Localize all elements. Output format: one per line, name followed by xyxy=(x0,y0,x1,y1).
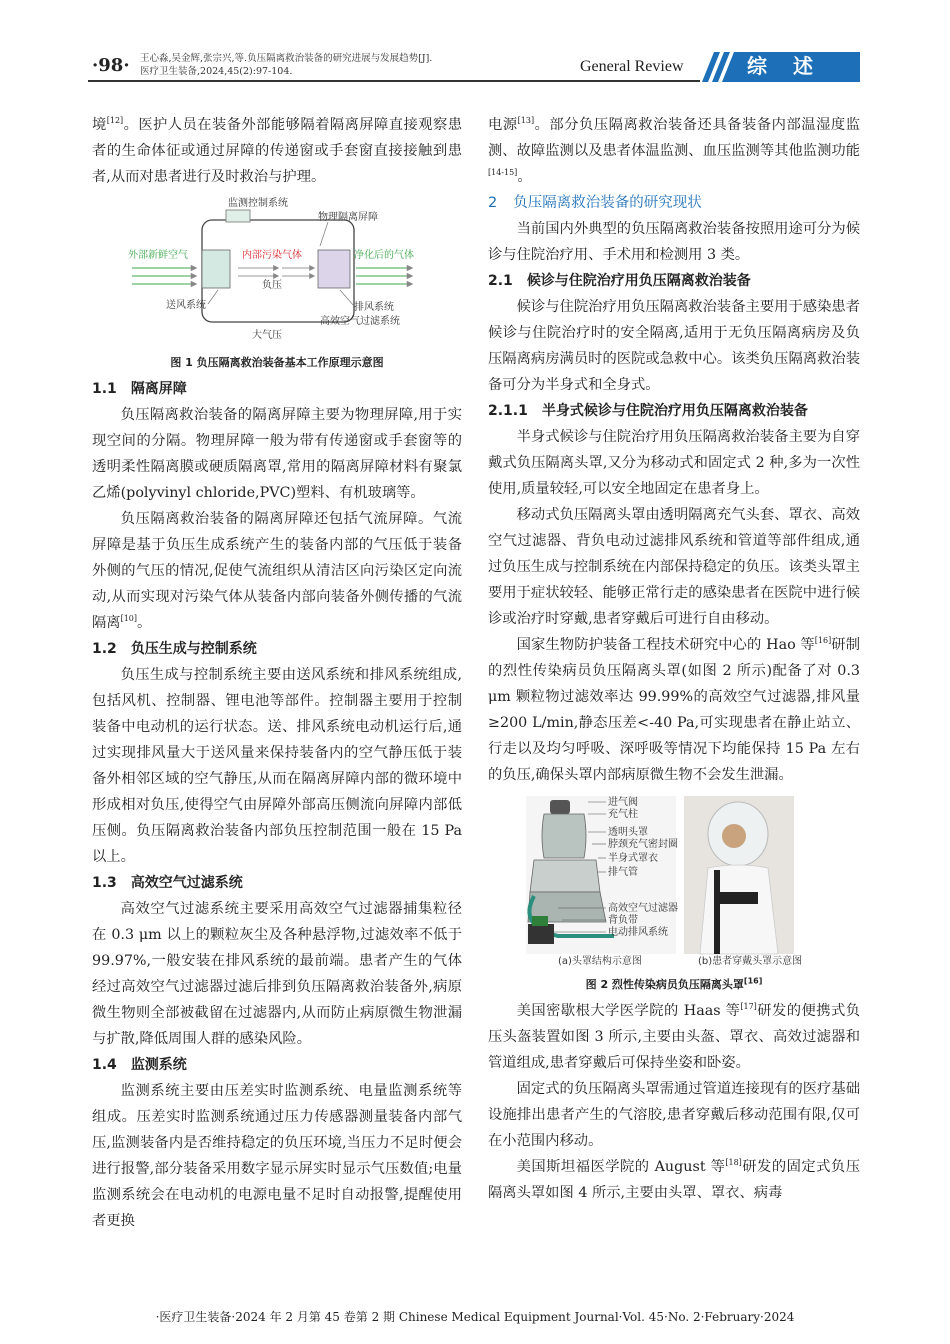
label-negative: 负压 xyxy=(262,280,282,291)
fig2-subcaption-a: (a)头罩结构示意图 xyxy=(558,956,642,967)
paragraph: 固定式的负压隔离头罩需通过管道连接现有的医疗基础设施排出患者产生的气溶胶,患者穿戴后移动范围有限,仅可在小范围内移动。 xyxy=(488,1081,860,1149)
fig2-label: 电动排风系统 xyxy=(608,927,668,938)
paragraph: 美国斯坦福医学院的 August 等[18]研发的固定式负压隔离头罩如图 4 所示,主要由头罩、罩衣、病毒 xyxy=(488,1158,860,1201)
paragraph: 境[12]。医护人员在装备外部能够隔着隔离屏障直接观察患者的生命体征或通过屏障的传递窗或手套窗直接接触到患者,从而对患者进行及时救治与护理。 xyxy=(92,116,462,185)
section-heading-2-1-1: 2.1.1 半身式候诊与住院治疗用负压隔离救治装备 xyxy=(488,403,808,419)
label-supply: 送风系统 xyxy=(166,300,206,311)
left-column xyxy=(92,112,462,1234)
citation-line-1: 王心淼,吴金辉,张宗兴,等.负压隔离救治装备的研究进展与发展趋势[J]. xyxy=(140,53,433,64)
header-rule xyxy=(88,80,700,82)
section-name-cn: 综述 xyxy=(747,54,839,78)
citation xyxy=(140,52,520,78)
paragraph: 国家生物防护装备工程技术研究中心的 Hao 等[16]研制的烈性传染病员负压隔离头罩(如图 2 所示)配备了对 0.3 μm 颗粒物过滤效率达 99.99%的高效空气过滤器,排风量≥200 L/min,静态压差<-40 Pa,可实现患者在静止站立、行走以及均匀呼吸、深呼吸等情况下均能保持 15 Pa 左右的负压,确保头罩内部病原微生物不会发生泄漏。 xyxy=(488,636,861,783)
label-barrier: 物理隔离屏障 xyxy=(318,212,378,223)
paragraph: 负压隔离救治装备的隔离屏障还包括气流屏障。气流屏障是基于负压生成系统产生的装备内部的气压低于装备外侧的气压的情况,促使气流组织从清洁区向污染区定向流动,从而实现对污染气体从装备内部向装备外侧传播的气流隔离[10]。 xyxy=(92,511,462,631)
fig2-label: 充气柱 xyxy=(608,809,638,820)
label-clean: 净化后的气体 xyxy=(354,250,414,261)
figure-1 xyxy=(92,196,462,370)
section-name-en: General Review xyxy=(580,58,684,75)
paragraph: 负压隔离救治装备的隔离屏障主要为物理屏障,用于实现空间的分隔。物理屏障一般为带有传递窗或手套窗等的透明柔性隔离膜或硬质隔离罩,常用的隔离屏障材料有聚氯乙烯(polyvinyl chloride,PVC)塑料、有机玻璃等。 xyxy=(92,407,462,501)
citation-line-2: 医疗卫生装备,2024,45(2):97-104. xyxy=(140,66,293,77)
fig2-label: 半身式罩衣 xyxy=(608,853,658,864)
paragraph: 候诊与住院治疗用负压隔离救治装备主要用于感染患者候诊与住院治疗时的安全隔离,适用于无负压隔离病房及负压隔离病房满员时的医院或急救中心。该类负压隔离救治装备可分为半身式和全身式。 xyxy=(488,299,860,393)
fig2-label: 高效空气过滤器 xyxy=(608,903,678,914)
figure-2 xyxy=(488,796,860,992)
section-heading-2-1: 2.1 候诊与住院治疗用负压隔离救治装备 xyxy=(488,273,751,289)
paragraph: 电源[13]。部分负压隔离救治装备还具备装备内部温湿度监测、故障监测以及患者体温监测、血压监测等其他监测功能[14-15]。 xyxy=(488,116,861,185)
section-heading-1-1: 1.1 隔离屏障 xyxy=(92,381,187,397)
figure-2-images xyxy=(488,796,860,968)
fig2-label: 透明头罩 xyxy=(608,827,648,838)
paragraph: 当前国内外典型的负压隔离救治装备按照用途可分为候诊与住院治疗用、手术用和检测用 3 类。 xyxy=(488,221,860,263)
fig2-label: 背负带 xyxy=(608,915,638,926)
fig2-label: 脖颈充气密封圈 xyxy=(608,839,678,850)
section-heading-1-4: 1.4 监测系统 xyxy=(92,1057,187,1073)
label-exhaust: 排风系统 xyxy=(354,302,394,313)
label-monitor: 监测控制系统 xyxy=(228,198,288,209)
paragraph: 美国密歇根大学医学院的 Haas 等[17]研发的便携式负压头盔装置如图 3 所示,主要由头盔、罩衣、高效过滤器和管道组成,患者穿戴后可保持坐姿和卧姿。 xyxy=(488,1002,860,1071)
paragraph: 半身式候诊与住院治疗用负压隔离救治装备主要为自穿戴式负压隔离头罩,又分为移动式和固定式 2 种,多为一次性使用,质量较轻,可以安全地固定在患者身上。 xyxy=(488,429,860,497)
label-atm: 大气压 xyxy=(252,330,282,341)
right-column xyxy=(488,112,860,1206)
section-heading-2: 2 负压隔离救治装备的研究现状 xyxy=(488,195,702,211)
monitor-box xyxy=(226,210,250,222)
figure-1-caption: 图 1 负压隔离救治装备基本工作原理示意图 xyxy=(170,356,384,369)
fig2-label: 排气管 xyxy=(608,867,638,878)
label-polluted: 内部污染气体 xyxy=(242,250,302,261)
patient-photo xyxy=(684,796,794,954)
paragraph: 负压生成与控制系统主要由送风系统和排风系统组成,包括风机、控制器、锂电池等部件。控制器主要用于控制装备中电动机的运行状态。送、排风系统电动机运行后,通过实现排风量大于送风量来保持装备内的空气静压低于装备外相邻区域的空气静压,从而在隔离屏障内部的微环境中形成相对负压,使得空气由屏障外部高压侧流向屏障内部低压侧。负压隔离救治装备内部负压控制范围一般在 15 Pa 以上。 xyxy=(92,667,462,865)
label-fresh-air: 外部新鲜空气 xyxy=(128,250,188,261)
fig2-label: 进气阀 xyxy=(608,797,638,808)
section-heading-1-3: 1.3 高效空气过滤系统 xyxy=(92,875,243,891)
supply-fan-box xyxy=(202,250,230,288)
exhaust-filter-box xyxy=(318,250,350,288)
label-hepa: 高效空气过滤系统 xyxy=(320,316,400,327)
paragraph: 监测系统主要由压差实时监测系统、电量监测系统等组成。压差实时监测系统通过压力传感器测量装备内部气压,监测装备内是否维持稳定的负压环境,当压力不足时便会进行报警,部分装备采用数字显示屏实时显示气压数值;电量监测系统会在电动机的电源电量不足时自动报警,提醒使用者更换 xyxy=(92,1083,462,1229)
paragraph: 高效空气过滤系统主要采用高效空气过滤器捕集粒径在 0.3 μm 以上的颗粒灰尘及各种悬浮物,过滤效率不低于 99.97%,一般安装在排风系统的最前端。患者产生的气体经过高效空气过滤器过滤后排到负压隔离救治装备外,病原微生物则全部被截留在过滤器内,从而防止病原微生物泄漏与扩散,降低周围人群的感染风险。 xyxy=(92,901,462,1047)
section-heading-1-2: 1.2 负压生成与控制系统 xyxy=(92,641,257,657)
paragraph: 移动式负压隔离头罩由透明隔离充气头套、罩衣、高效空气过滤器、背负电动过滤排风系统和管道等部件组成,通过负压生成与控制系统在内部保持稳定的负压。该类头罩主要用于症状较轻、能够正常行走的感染患者在医院中进行候诊或治疗时穿戴,患者穿戴后可进行自由移动。 xyxy=(488,507,860,627)
figure-1-diagram xyxy=(92,196,462,346)
page-footer: ·医疗卫生装备·2024 年 2 月第 45 卷第 2 期 Chinese Medical Equipment Journal·Vol. 45·No. 2·February·2024 xyxy=(155,1310,795,1324)
page-number: ·98· xyxy=(92,55,130,76)
fig2-subcaption-b: (b)患者穿戴头罩示意图 xyxy=(698,956,803,967)
figure-2-caption: 图 2 烈性传染病员负压隔离头罩[16] xyxy=(585,976,763,991)
